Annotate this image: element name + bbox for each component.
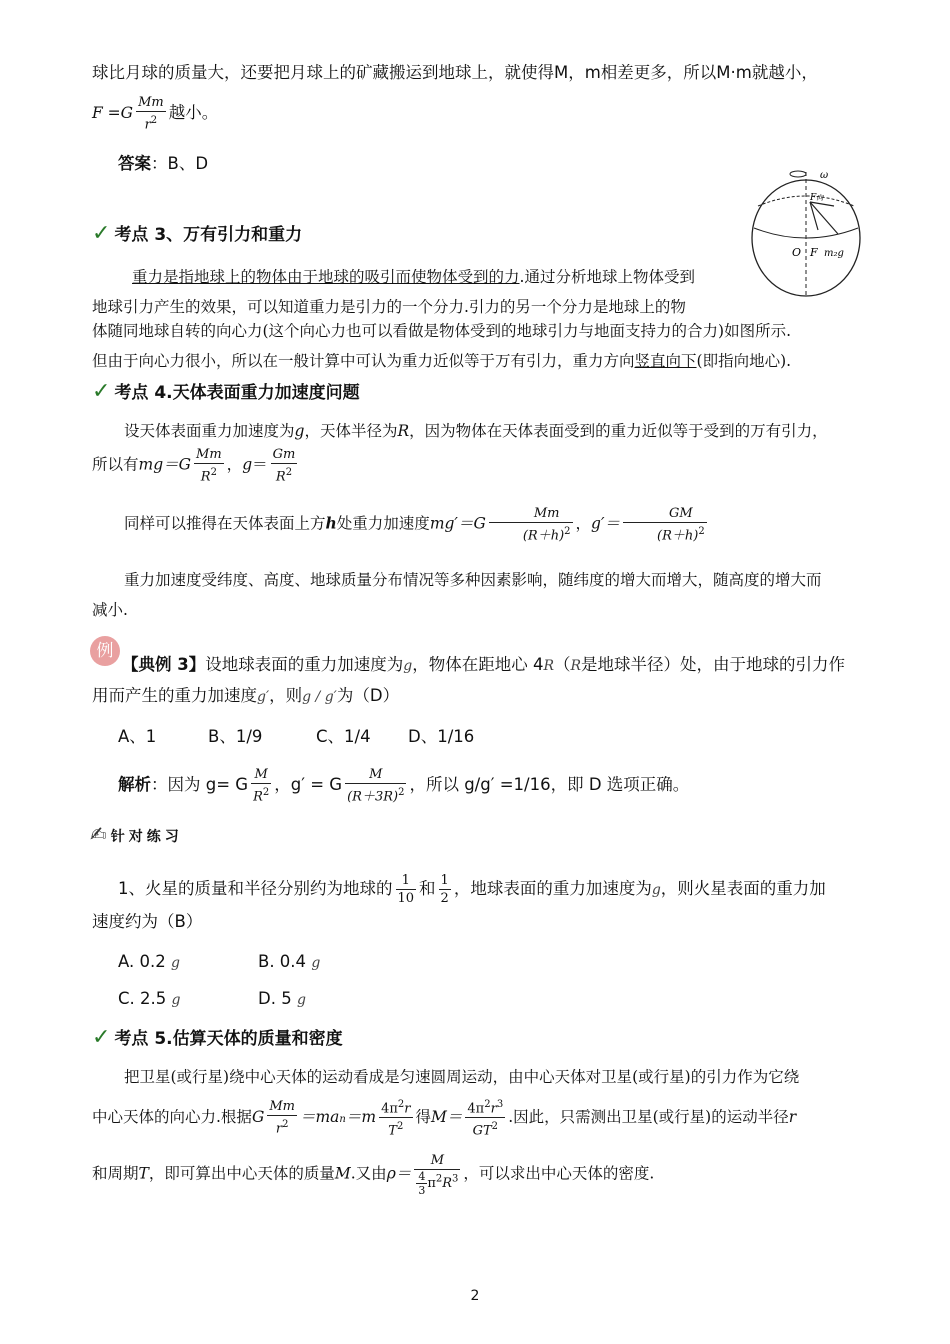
option-b: B、1/9 [208, 727, 263, 746]
k4-line4: 重力加速度受纬度、高度、地球质量分布情况等多种因素影响，随纬度的增大而增大，随高度的增大而 [124, 570, 822, 589]
k3-heading: ✓ 考点 3、万有引力和重力 [92, 221, 303, 246]
example3-options [92, 722, 864, 752]
svg-text:O: O [792, 246, 802, 259]
fig-label-fn: F向 [810, 193, 824, 203]
fraction-m-r2: $\frac{M}{R^2}$ [253, 767, 270, 805]
k3-line2: 地球引力产生的效果，可以知道重力是引力的一个分力.引力的另一个分力是地球上的物 [92, 298, 686, 316]
intro-formula-line [92, 94, 864, 133]
practice-q1-line1: 1、火星的质量和半径分别约为地球的 $\frac{1}{10}$ 和 $\frac{1}{2}$ ，地球表面的重力加速度为g，则火星表面的重力加 [118, 873, 826, 906]
fraction-mm-r2: $\frac{Mm}{R^2}$ [196, 447, 222, 485]
fraction-4pi2r-t2: $\frac{4\pi^2r}{T^2}$ [379, 1096, 412, 1140]
svg-text:m₂g: m₂g [824, 248, 844, 259]
fraction-mm-r2: $\frac{Mm}{r^2}$ [269, 1099, 295, 1137]
option-c: C、1/4 [316, 727, 371, 746]
practice-label: ✍针对练习 [90, 822, 183, 846]
checkmark-icon: ✓ [92, 379, 111, 404]
example3-solution: 解析：因为 g= G $\frac{M}{R^2}$ ，g′ = G $\frac{M}{(R+3R)^2}$ ，所以 g/g′ =1/16，即 D 选项正确。 [118, 767, 690, 805]
k4-line3: 同样可以推得在天体表面上方h处重力加速度mg′＝G $\frac{Mm}{(R+h)^2}$ ，g′＝ $\frac{GM}{(R+h)^2}$ [124, 506, 705, 544]
k4-line2: 所以有mg＝G $\frac{Mm}{R^2}$ ，g＝ $\frac{Gm}{R^2}$ [92, 447, 296, 485]
practice-options-row2 [92, 984, 864, 1015]
k3-body [92, 262, 742, 322]
answer-line: 答案：B、D [118, 154, 209, 174]
formula-tail: 越小。 [168, 103, 219, 123]
formula-lhs: F =G [92, 104, 134, 123]
intro-section [92, 58, 864, 179]
pen-icon: ✍ [90, 822, 111, 846]
practice-option-d: D. 5 g [258, 989, 306, 1008]
practice-option-b: B. 0.4 g [258, 952, 321, 971]
fraction-mm-rh2: $\frac{Mm}{(R+h)^2}$ [489, 505, 573, 544]
option-d: D、1/16 [408, 727, 475, 746]
fraction-1-10: $\frac{1}{10}$ [397, 873, 415, 906]
practice-options-row1 [92, 947, 864, 978]
earth-gravity-figure [748, 166, 866, 302]
fraction-gm-r2: $\frac{Gm}{R^2}$ [272, 447, 296, 485]
k3-line3: 体随同地球自转的向心力(这个向心力也可以看做是物体受到的地球引力与地面支持力的合力)如图所示. [92, 322, 792, 340]
k3-line1: 重力是指地球上的物体由于地球的吸引而使物体受到的力.通过分析地球上物体受到 [132, 268, 695, 286]
k4-line1: 设天体表面重力加速度为g，天体半径为R，因为物体在天体表面受到的重力近似等于受到的万有引力， [124, 422, 828, 440]
svg-text:F: F [810, 246, 818, 259]
k4-line5: 减小. [92, 600, 128, 619]
page-number: 2 [470, 1288, 480, 1304]
k5-line3: 和周期T，即可算出中心天体的质量M.又由ρ＝ M $\frac{4}{3}$ $\pi^2R^3$ ，可以求出中心天体的密度. [92, 1152, 655, 1197]
svg-text:ω: ω [820, 170, 829, 181]
k5-line2: 中心天体的向心力.根据G $\frac{Mm}{r^2}$ ＝man＝m $\frac{4\pi^2r}{T^2}$ 得M＝ $\frac{4\pi^2r^3}{GT^2}$ .因此，只需测出卫星(或行星)的运动半径r [92, 1096, 864, 1140]
fraction-4-3: $\frac{4}{3}$ [418, 1169, 426, 1197]
fraction-gm-rh2: $\frac{GM}{(R+h)^2}$ [623, 505, 707, 544]
option-a: A、1 [118, 727, 157, 746]
fraction-4pi2r3-gt2: $\frac{4\pi^2r^3}{GT^2}$ [465, 1096, 505, 1140]
practice-option-c: C. 2.5 g [118, 989, 181, 1008]
k3-body-wide [92, 316, 864, 376]
practice-q1-line2: 速度约为（B） [92, 912, 203, 931]
example3-line1: 【典例 3】设地球表面的重力加速度为g，物体在距地心 4R（R是地球半径）处，由于地球的引力作 [122, 655, 846, 674]
intro-line1: 球比月球的质量大，还要把月球上的矿藏搬运到地球上，就使得M，m相差更多，所以M·m就越小， [92, 63, 818, 82]
fraction-density: M $\frac{4}{3}$ $\pi^2R^3$ [414, 1152, 460, 1197]
fraction-m-r3r2: $\frac{M}{(R+3R)^2}$ [347, 767, 405, 805]
fraction-1-2: $\frac{1}{2}$ [440, 873, 449, 906]
k5-heading: ✓ 考点 5.估算天体的质量和密度 [92, 1025, 343, 1050]
checkmark-icon: ✓ [92, 221, 111, 246]
example3-line2: 用而产生的重力加速度g′，则g / g′为（D） [92, 686, 400, 705]
k3-line4: 但由于向心力很小，所以在一般计算中可认为重力近似等于万有引力，重力方向竖直向下(即指向地心). [92, 352, 792, 370]
checkmark-icon: ✓ [92, 1025, 111, 1050]
practice-q1 [92, 872, 864, 1015]
k5-line1: 把卫星(或行星)绕中心天体的运动看成是匀速圆周运动，由中心天体对卫星(或行星)的引力作为它绕 [124, 1068, 800, 1086]
example3 [92, 650, 864, 805]
example-badge-icon: 例 [90, 636, 120, 666]
k4-heading: ✓ 考点 4.天体表面重力加速度问题 [92, 379, 360, 404]
rotation-arrow-icon [790, 171, 806, 177]
formula-fraction: $\frac{Mm}{r^2}$ [138, 95, 164, 133]
k4-body [92, 416, 864, 625]
k5-body [92, 1062, 864, 1197]
practice-option-a: A. 0.2 g [118, 952, 180, 971]
